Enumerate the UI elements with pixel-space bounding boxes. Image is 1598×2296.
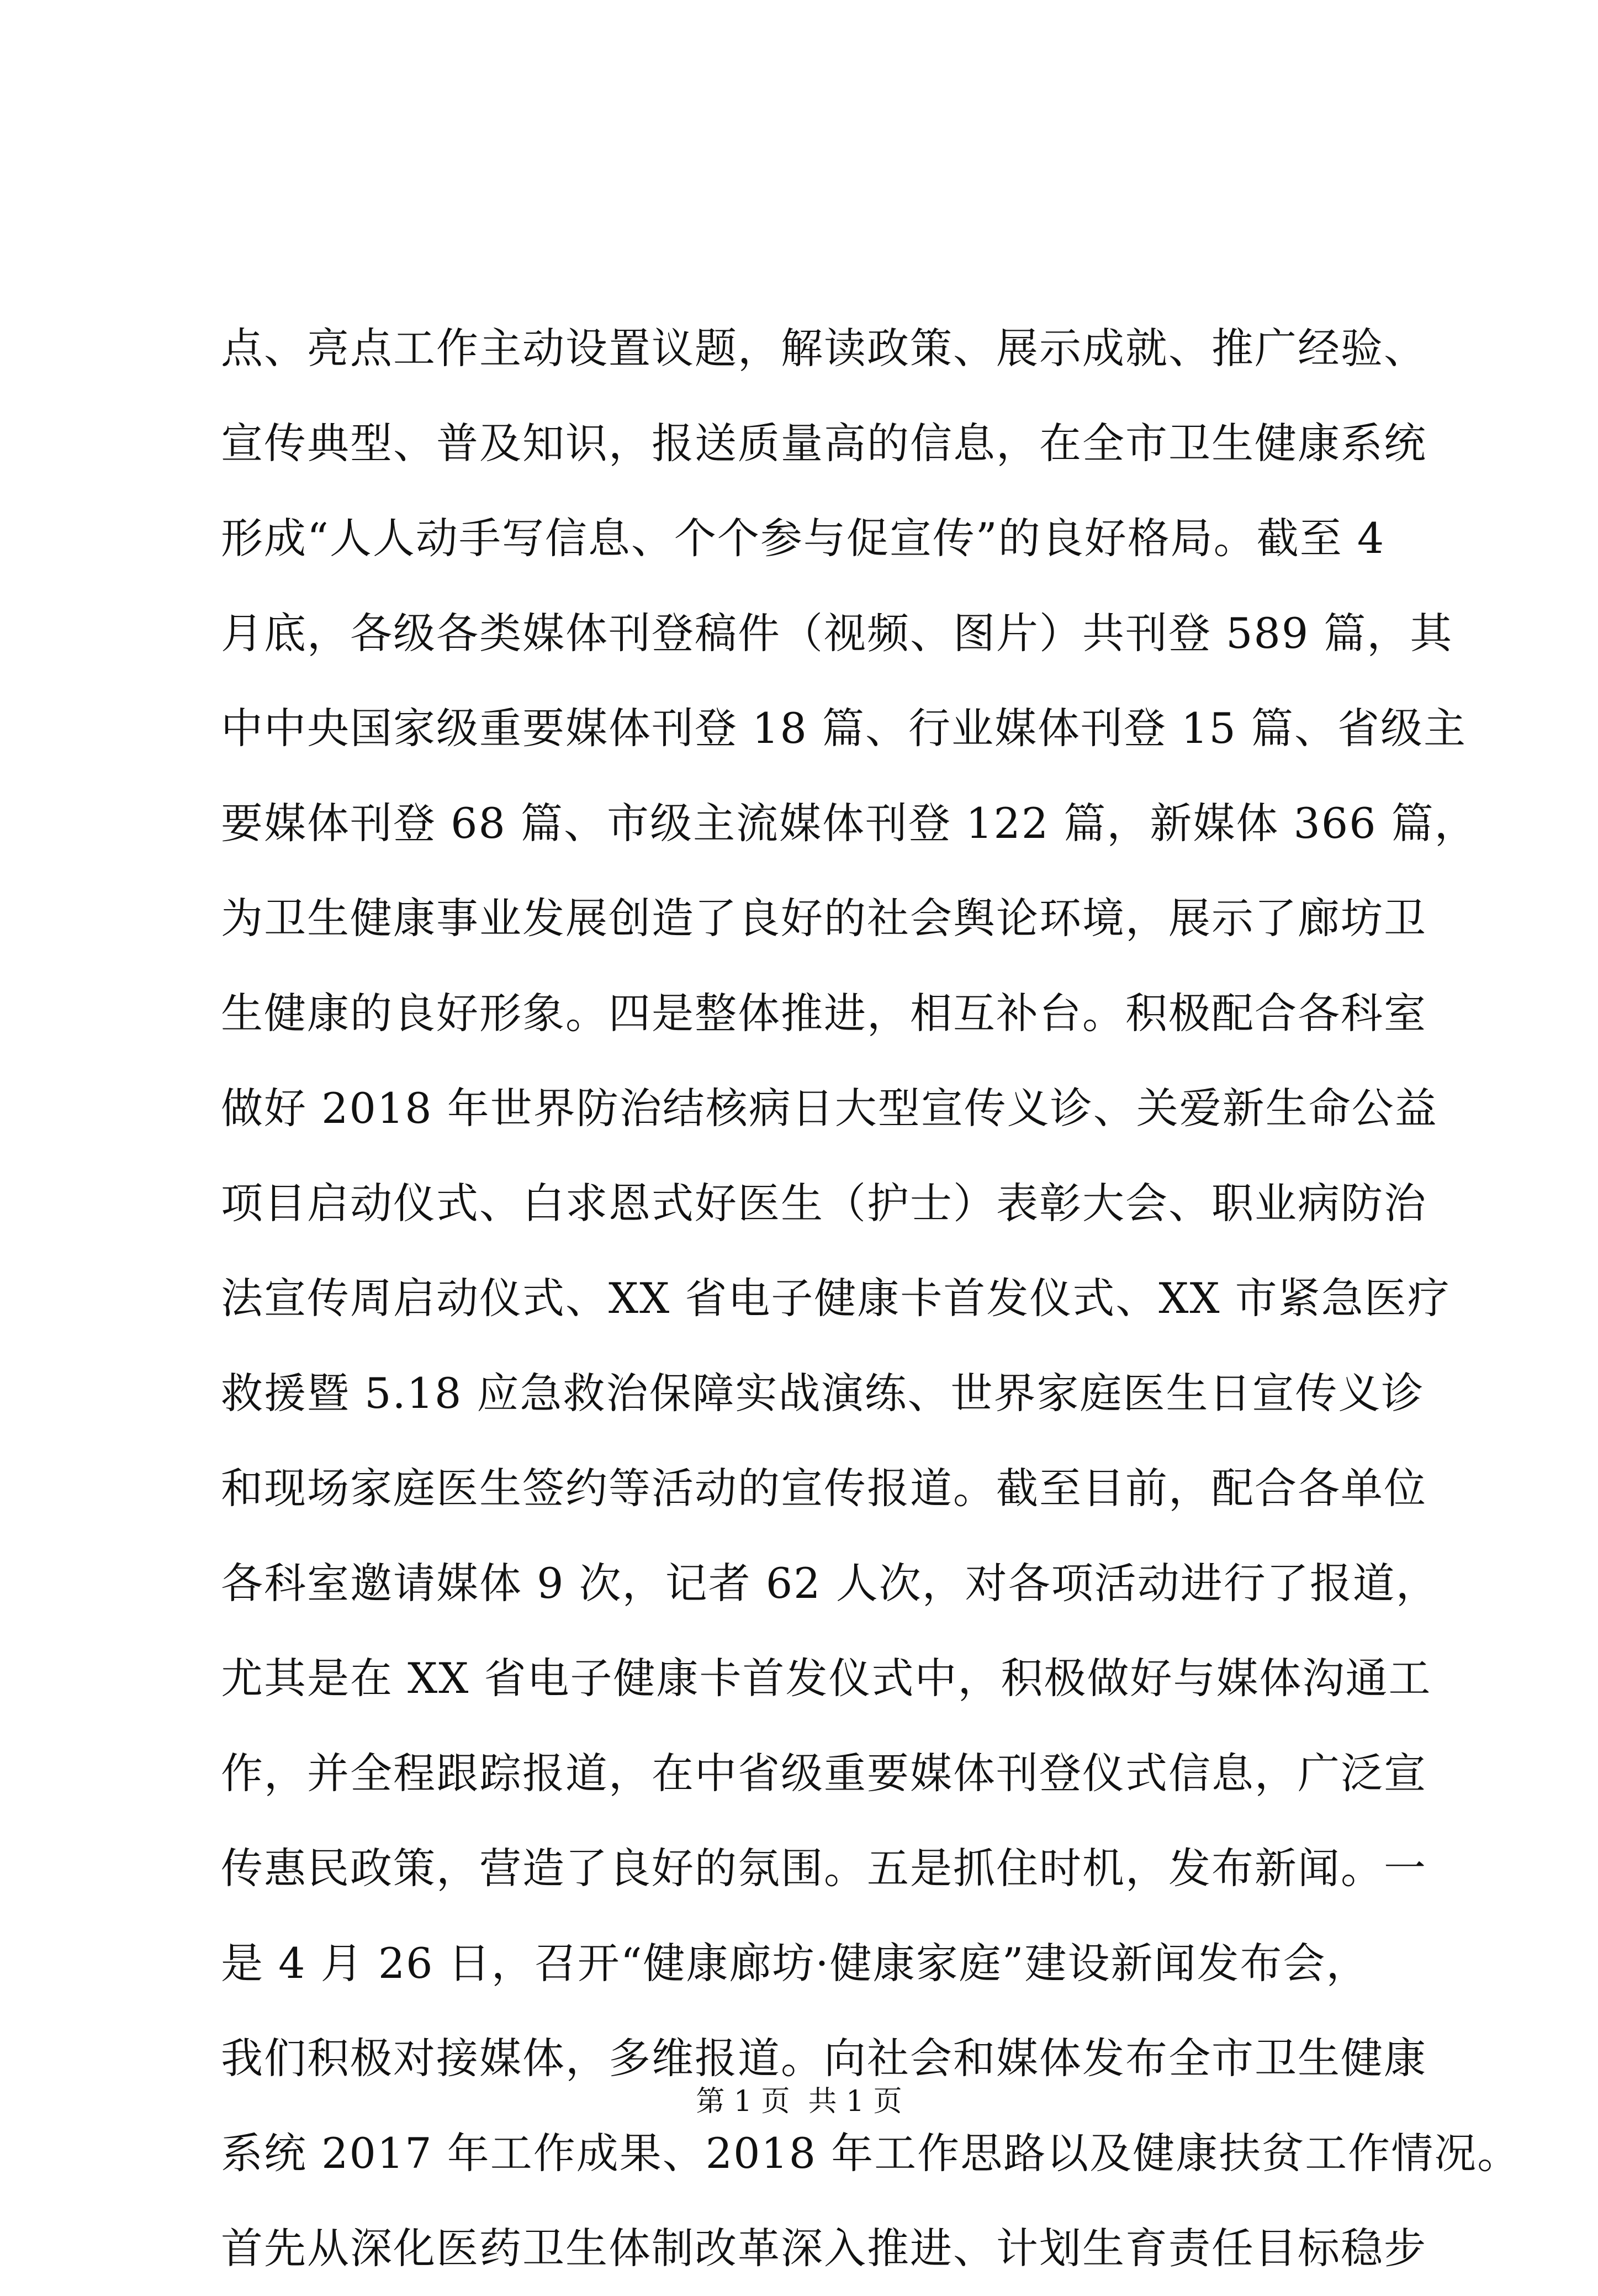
text-line: 是 4 月 26 日，召开“健康廊坊·健康家庭”建设新闻发布会， — [221, 1939, 1369, 1988]
text-line: 首先从深化医药卫生体制改革深入推进、计划生育责任目标稳步 — [221, 2224, 1427, 2273]
text-line: 中中央国家级重要媒体刊登 18 篇、行业媒体刊登 15 篇、省级主 — [221, 704, 1467, 753]
text-line: 救援暨 5.18 应急救治保障实战演练、世界家庭医生日宣传义诊 — [221, 1369, 1425, 1418]
text-line: 法宣传周启动仪式、XX 省电子健康卡首发仪式、XX 市紧急医疗 — [221, 1274, 1451, 1323]
body-text — [221, 301, 1521, 2296]
text-line: 各科室邀请媒体 9 次，记者 62 人次，对各项活动进行了报道， — [221, 1559, 1439, 1608]
text-line: 尤其是在 XX 省电子健康卡首发仪式中，积极做好与媒体沟通工 — [221, 1654, 1432, 1703]
text-line: 系统 2017 年工作成果、2018 年工作思路以及健康扶贫工作情况。 — [221, 2129, 1521, 2178]
text-line: 我们积极对接媒体，多维报道。向社会和媒体发布全市卫生健康 — [221, 2034, 1427, 2083]
text-line: 作，并全程跟踪报道，在中省级重要媒体刊登仪式信息，广泛宣 — [221, 1749, 1427, 1798]
text-line: 点、亮点工作主动设置议题，解读政策、展示成就、推广经验、 — [221, 324, 1427, 373]
text-line: 宣传典型、普及知识，报送质量高的信息，在全市卫生健康系统 — [221, 419, 1427, 468]
text-line: 要媒体刊登 68 篇、市级主流媒体刊登 122 篇，新媒体 366 篇， — [221, 799, 1478, 848]
text-line: 做好 2018 年世界防治结核病日大型宣传义诊、关爱新生命公益 — [221, 1084, 1438, 1133]
text-line: 生健康的良好形象。四是整体推进，相互补台。积极配合各科室 — [221, 989, 1427, 1038]
text-line: 为卫生健康事业发展创造了良好的社会舆论环境，展示了廊坊卫 — [221, 894, 1427, 943]
text-line: 和现场家庭医生签约等活动的宣传报道。截至目前，配合各单位 — [221, 1464, 1427, 1513]
text-line: 传惠民政策，营造了良好的氛围。五是抓住时机，发布新闻。一 — [221, 1844, 1427, 1893]
page-footer: 第 1 页 共 1 页 — [696, 2085, 902, 2118]
text-line: 项目启动仪式、白求恩式好医生（护士）表彰大会、职业病防治 — [221, 1179, 1427, 1228]
text-line: 形成“人人动手写信息、个个参与促宣传”的良好格局。截至 4 — [221, 514, 1385, 563]
text-line: 月底，各级各类媒体刊登稿件（视频、图片）共刊登 589 篇，其 — [221, 609, 1453, 658]
